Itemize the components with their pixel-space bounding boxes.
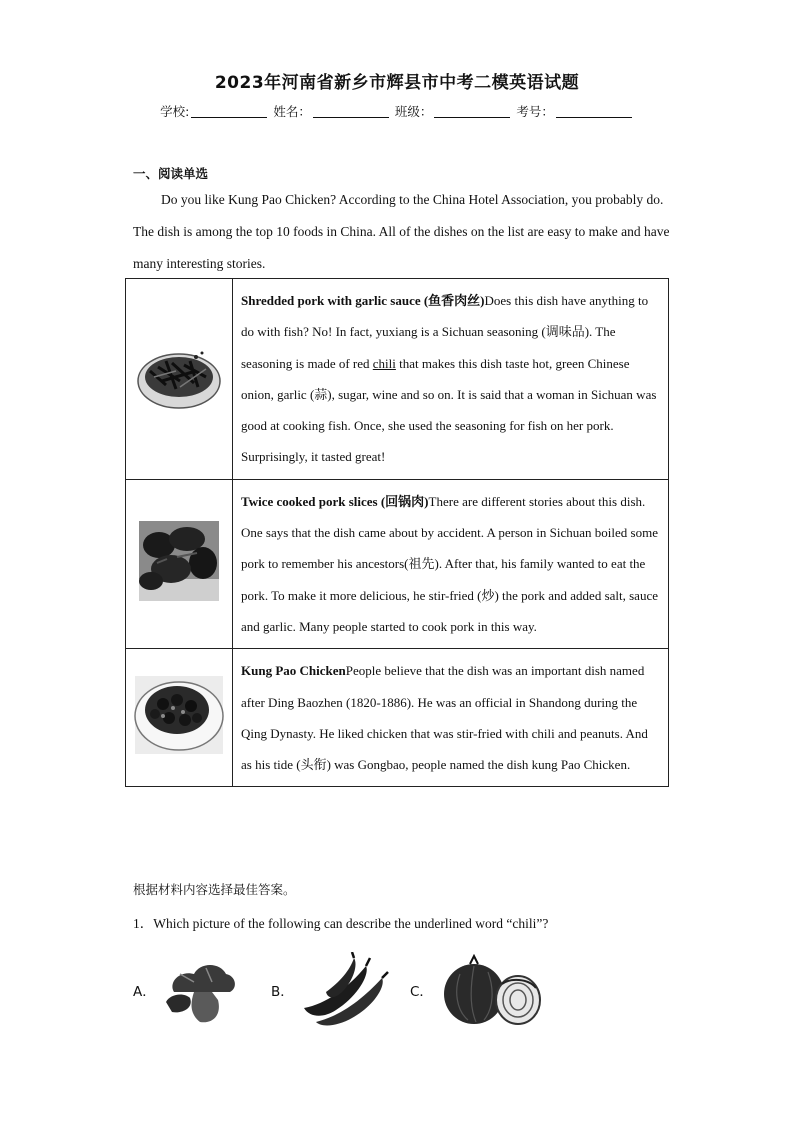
onion-icon [440,954,544,1030]
table-row [126,279,669,480]
dish-name: Kung Pao Chicken [241,663,346,679]
number-label: 考号： [516,104,554,119]
dish-name: Shredded pork with garlic sauce (鱼香肉丝) [241,293,485,308]
table-row [126,479,669,648]
table-row [126,649,669,787]
question-1: 1．Which picture of the following can describe the underlined word “chili”? [133,916,549,931]
chili-peppers-icon [296,952,392,1030]
dish-text-part2: that makes this dish taste hot, green Chinese onion, garlic (蒜), sugar, wine and so on. It is said that a woman in Sichuan was good at cooking fish. Once, she used the seasoning for fish on her pork. Surprisingly, it tasted great! [241,355,657,465]
name-blank[interactable] [313,105,389,118]
dish-text-part1: Does this dish have anything to do with fish? No! In fact, yuxiang is a Sichuan seasoning (调味品). The seasoning is made of red [241,293,649,371]
underlined-word-chili: chili [372,355,396,371]
school-blank[interactable] [191,105,267,118]
intro-text: Do you like Kung Pao Chicken? According to the China Hotel Association, you probably do. The dish is among the top 10 foods in China. All of the dishes on the list are easy to make and have many interesting stories. [133,192,670,271]
dish-text: There are different stories about this dish. One says that the dish came about by accident. A person in Sichuan boiled some pork to remember his ancestors(祖先). After that, his family wanted to eat the pork. To make it more delicious, he stir-fried (炒) the pork and added salt, sauce and garlic. Many people started to cook pork in this way. [241,493,658,634]
dish-image-cell [126,649,233,787]
dish-table [125,278,669,787]
number-blank[interactable] [556,105,632,118]
class-blank[interactable] [434,105,510,118]
page-title: 2023年河南省新乡市辉县市中考二模英语试题 [214,73,580,93]
dish-image-cell [126,279,233,480]
option-b-image[interactable] [296,952,392,1035]
intro-paragraph [133,184,673,280]
school-label: 学校: [160,104,190,119]
kung-pao-chicken-image [133,674,225,756]
student-info-line [0,102,794,120]
dish-description [233,649,669,787]
name-label: 姓名： [273,104,311,119]
yuxiang-pork-image [136,341,222,411]
option-a-label[interactable]: A． [133,984,156,1000]
dish-name: Twice cooked pork slices (回锅肉) [241,493,429,509]
option-b-label[interactable]: B． [271,984,294,1000]
option-a-image[interactable] [160,952,240,1033]
dish-text: People believe that the dish was an important dish named after Ding Baozhen (1820-1886). He was an official in Shandong during the Qing Dynasty. He liked chicken that was stir-fried with chili and peanuts. And as his tide (头衔) was Gongbao, people named the dish kung Pao Chicken. [241,663,648,773]
section-heading: 一、阅读单选 [133,166,209,181]
option-c-image[interactable] [440,954,544,1035]
twice-cooked-pork-image [137,519,221,605]
dish-description [233,279,669,480]
dish-image-cell [126,479,233,648]
instruction-text: 根据材料内容选择最佳答案。 [133,882,296,897]
dish-description [233,479,669,648]
class-label: 班级： [394,104,433,119]
mushroom-icon [160,952,240,1028]
option-c-label[interactable]: C． [410,984,433,1000]
